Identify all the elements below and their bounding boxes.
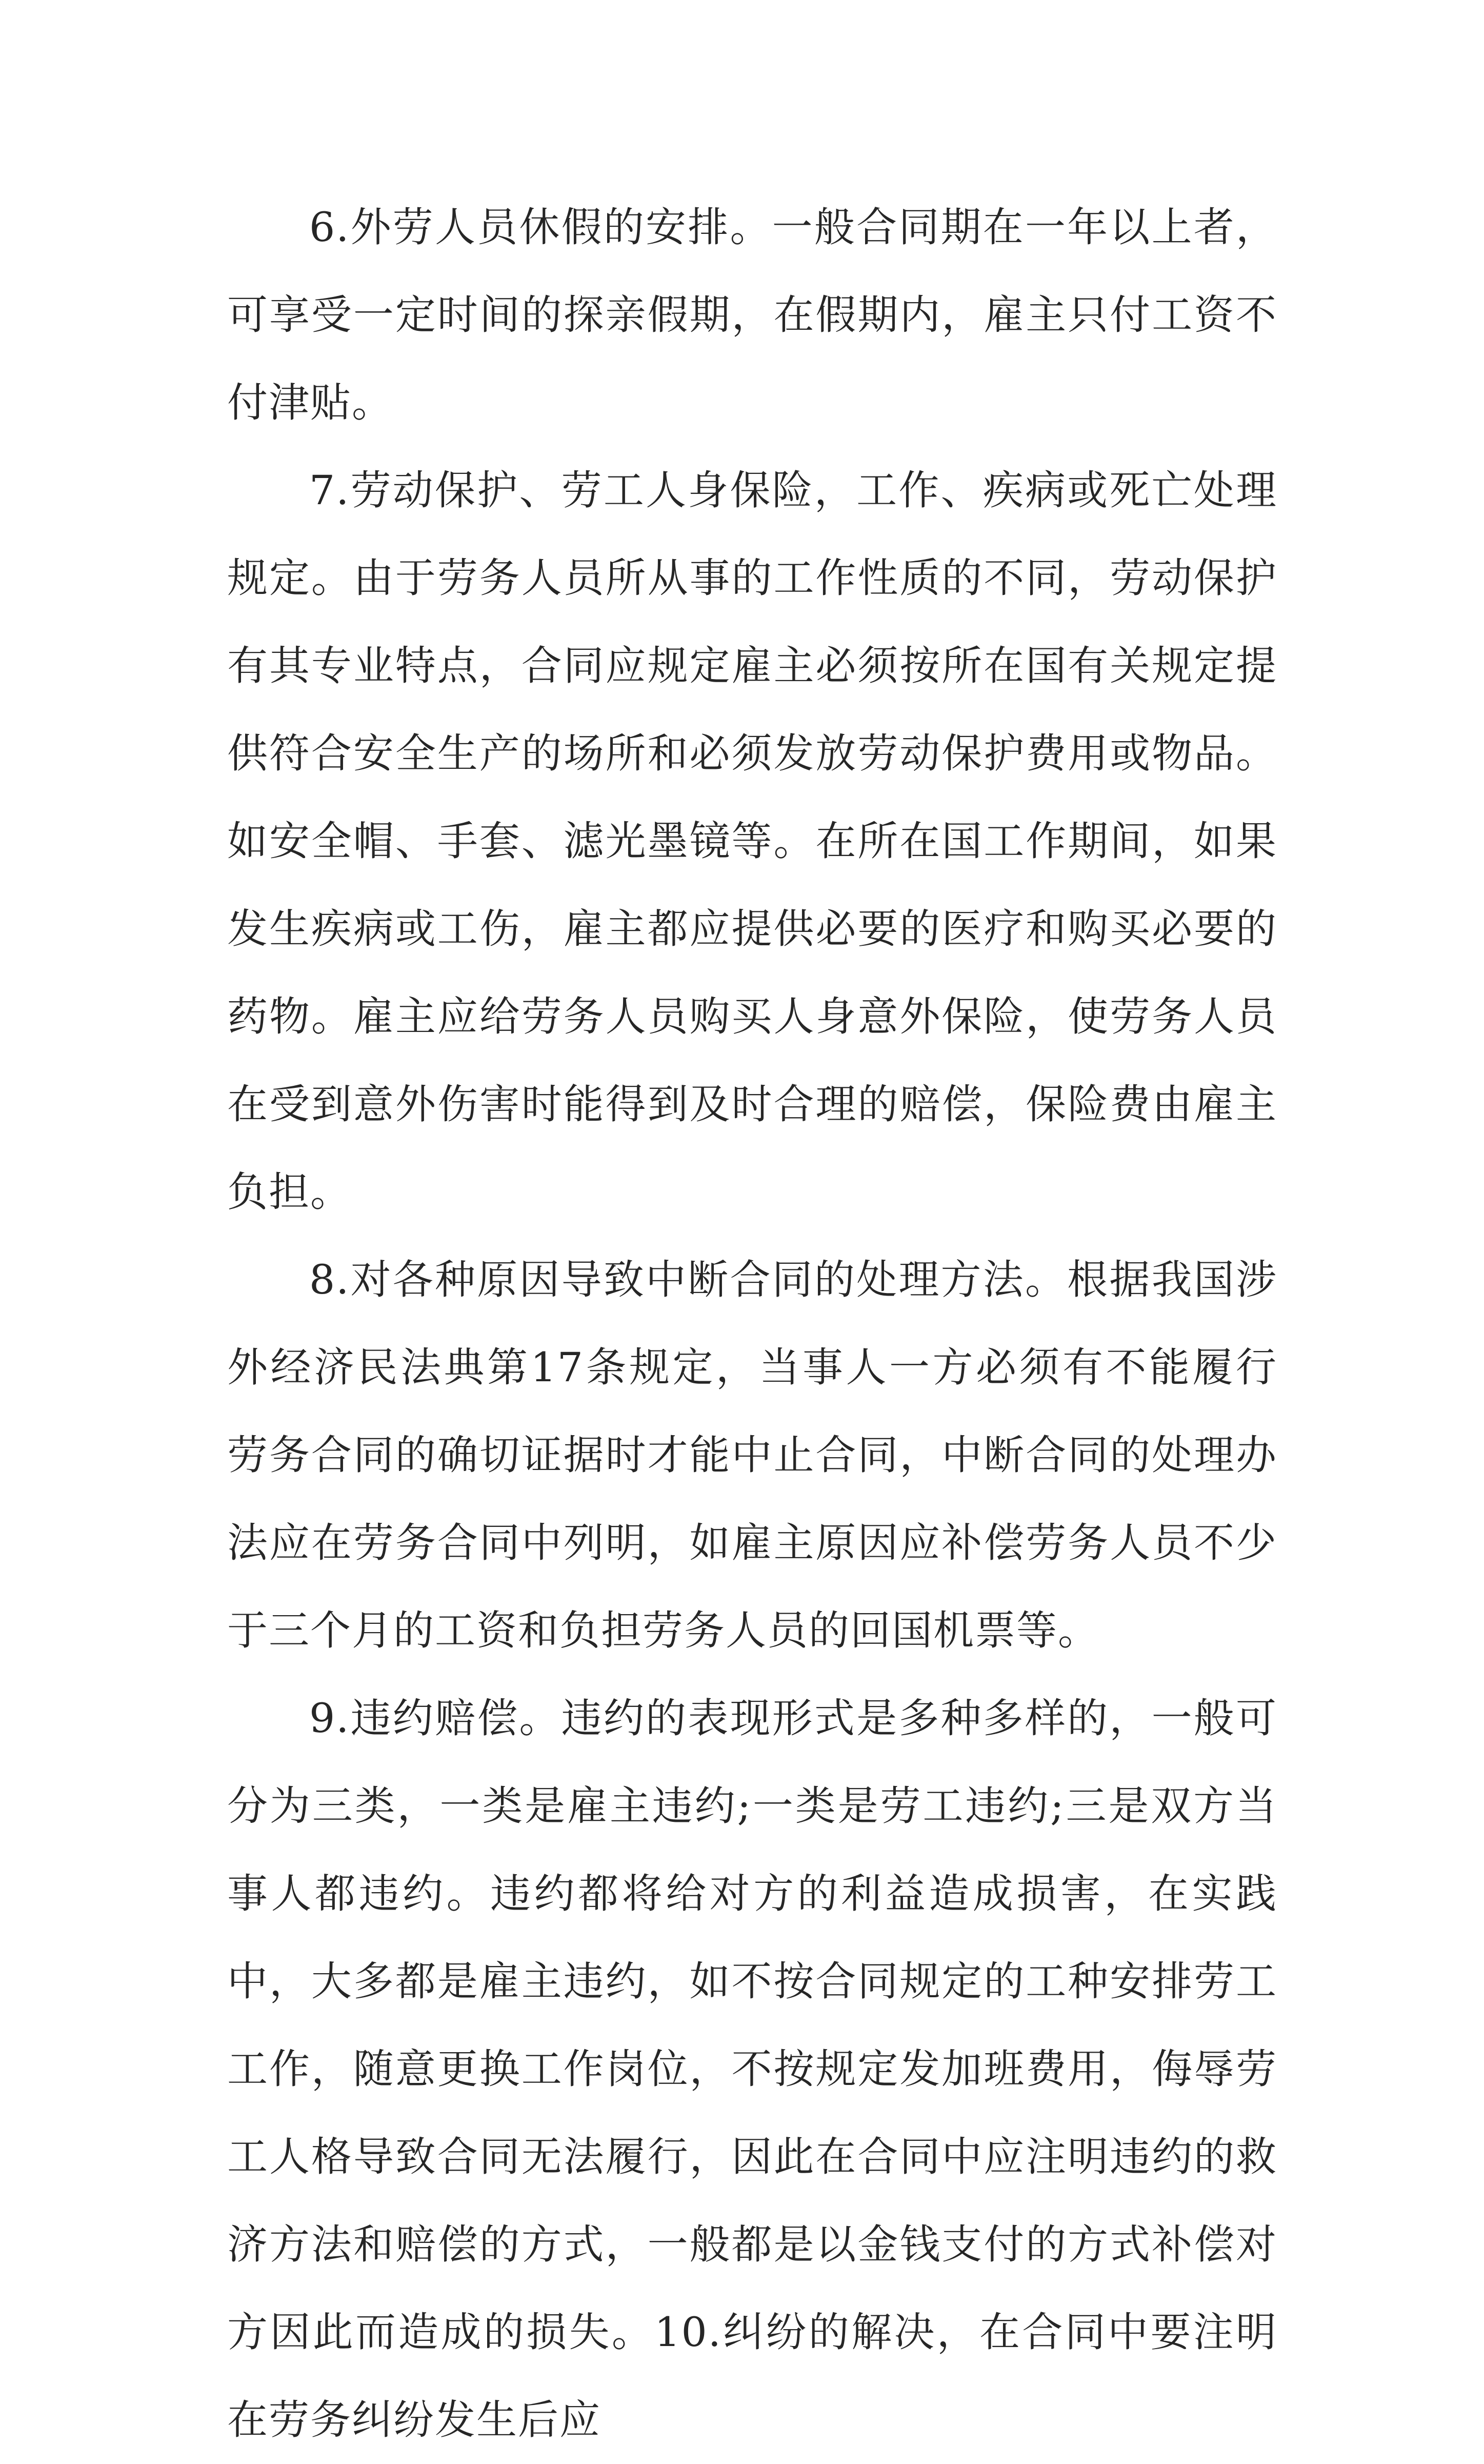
paragraph-clause-8: 8.对各种原因导致中断合同的处理方法。根据我国涉外经济民法典第17条规定，当事人一方必须有不能履行劳务合同的确切证据时才能中止合同，中断合同的处理办法应在劳务合同中列明，如雇主原因应补偿劳务人员不少于三个月的工资和负担劳务人员的回国机票等。 bbox=[227, 1256, 1277, 1654]
paragraph-clause-9: 9.违约赔偿。违约的表现形式是多种多样的，一般可分为三类，一类是雇主违约;一类是劳工违约;三是双方当事人都违约。违约都将给对方的利益造成损害，在实践中，大多都是雇主违约，如不按合同规定的工种安排劳工工作，随意更换工作岗位，不按规定发加班费用，侮辱劳工人格导致合同无法履行，因此在合同中应注明违约的救济方法和赔偿的方式，一般都是以金钱支付的方式补偿对方因此而造成的损失。10.纠纷的解决，在合同中要注明在劳务纠纷发生后应 bbox=[227, 1695, 1277, 2443]
paragraph-clause-7: 7.劳动保护、劳工人身保险，工作、疾病或死亡处理规定。由于劳务人员所从事的工作性质的不同，劳动保护有其专业特点，合同应规定雇主必须按所在国有关规定提供符合安全生产的场所和必须发放劳动保护费用或物品。如安全帽、手套、滤光墨镜等。在所在国工作期间，如果发生疾病或工伤，雇主都应提供必要的医疗和购买必要的药物。雇主应给劳务人员购买人身意外保险，使劳务人员在受到意外伤害时能得到及时合理的赔偿，保险费由雇主负担。 bbox=[227, 467, 1277, 1216]
paragraph-clause-6: 6.外劳人员休假的安排。一般合同期在一年以上者，可享受一定时间的探亲假期，在假期内，雇主只付工资不付津贴。 bbox=[227, 204, 1277, 426]
document-body bbox=[227, 184, 1277, 2464]
